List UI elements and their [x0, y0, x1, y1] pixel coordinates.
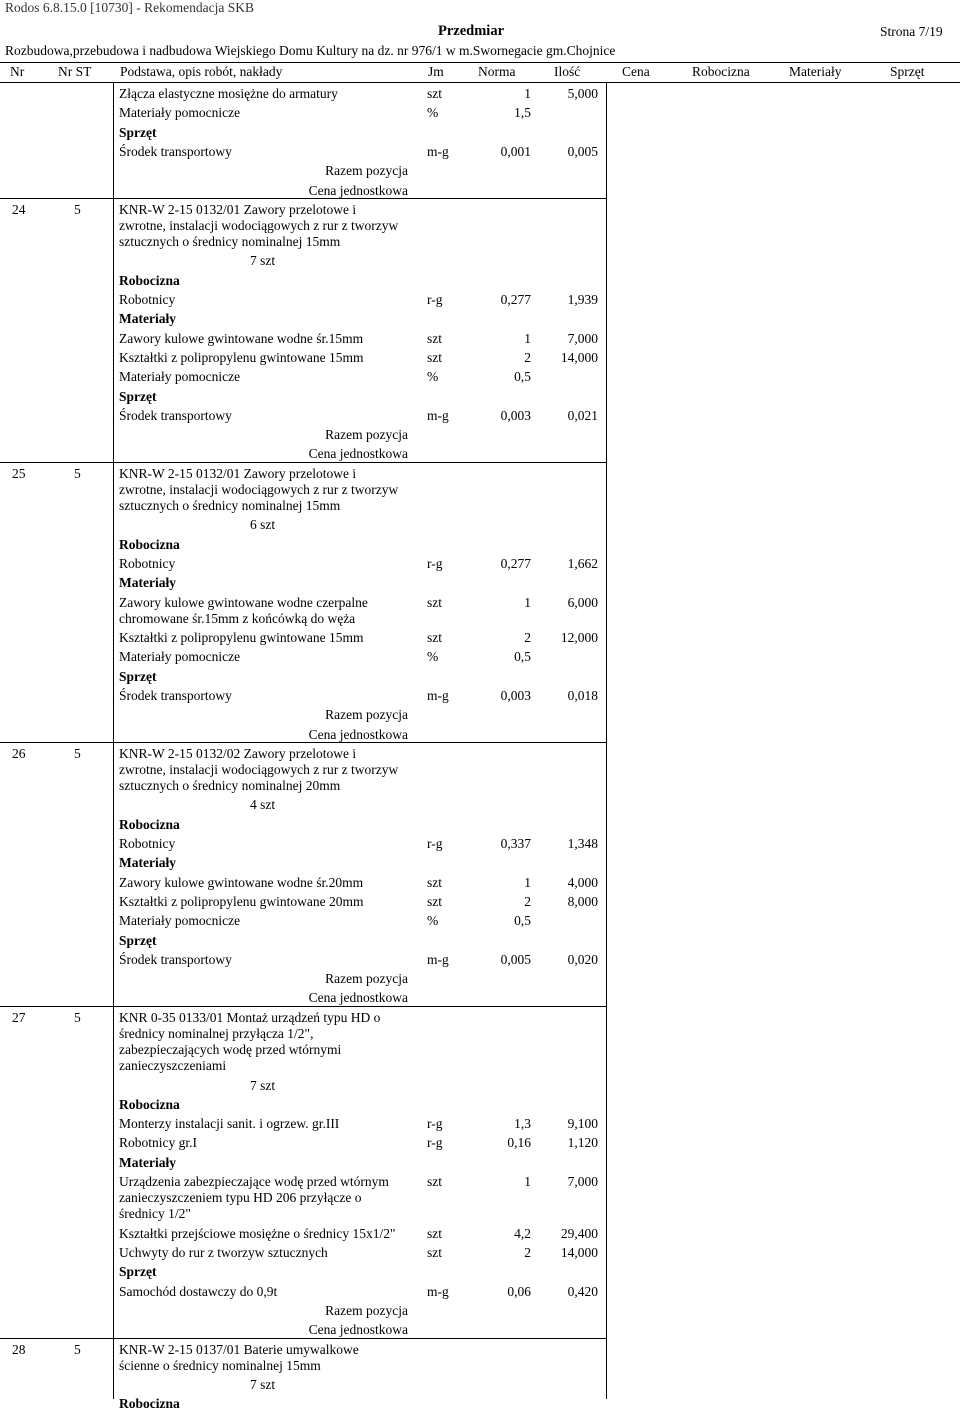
unit-cell: % [427, 105, 439, 121]
norma-cell: 0,16 [507, 1135, 531, 1151]
resource-name-line: Urządzenia zabezpieczające wodę przed wtórnym [119, 1174, 389, 1189]
unit-cell: % [427, 913, 439, 929]
quantity-cell: 1,939 [567, 292, 598, 307]
resource-name-line: Zawory kulowe gwintowane wodne czerpalne [119, 594, 368, 610]
norma-cell: 0,001 [500, 143, 531, 159]
norma-cell: 0,5 [514, 649, 531, 665]
unit-cell: szt [427, 893, 442, 909]
position-description-line: KNR-W 2-15 0137/01 Baterie umywalkowe [119, 1341, 359, 1357]
page-number: Strona 7/19 [880, 24, 943, 39]
quantity-cell: 7,000 [567, 330, 598, 346]
col-jm: Jm [428, 64, 444, 79]
unit-cell: % [427, 649, 439, 665]
norma-cell: 0,277 [500, 292, 531, 307]
position-description-line: zanieczyszczeniami [119, 1058, 227, 1074]
norma-cell: 0,005 [500, 951, 531, 967]
position-separator [0, 742, 606, 743]
position-description-line: sztucznych o średnicy nominalnej 15mm [119, 498, 341, 514]
norma-cell: 0,5 [514, 369, 531, 385]
position-description-line: KNR 0-35 0133/01 Montaż urządzeń typu HD o [119, 1009, 381, 1025]
resource-name: Środek transportowy [119, 143, 232, 159]
quantity-cell: 7,000 [567, 1174, 598, 1189]
category-label: Materiały [119, 1154, 176, 1170]
position-separator [0, 1006, 606, 1007]
summary-label: Razem pozycja [325, 971, 408, 987]
position-description-line: zwrotne, instalacji wodociągowych z rur z tworzyw [119, 481, 399, 497]
position-description-line: zwrotne, instalacji wodociągowych z rur z tworzyw [119, 218, 399, 233]
norma-cell: 4,2 [514, 1225, 531, 1241]
summary-label: Cena jednostkowa [308, 990, 408, 1006]
position-description-line: średnicy nominalnej przyłącza 1/2", [119, 1025, 314, 1041]
quantity-cell: 6,000 [567, 594, 598, 610]
category-label: Robocizna [119, 1396, 180, 1412]
position-st: 5 [74, 1009, 81, 1025]
unit-cell: m-g [427, 407, 449, 423]
norma-cell: 2 [524, 349, 531, 365]
position-description-line: sztucznych o średnicy nominalnej 20mm [119, 778, 341, 794]
resource-name: Złącza elastyczne mosiężne do armatury [119, 86, 338, 101]
norma-cell: 0,5 [514, 913, 531, 929]
summary-label: Razem pozycja [325, 163, 408, 179]
position-separator [0, 462, 606, 463]
resource-name: Materiały pomocnicze [119, 649, 241, 665]
norma-cell: 1 [524, 594, 531, 610]
summary-label: Razem pozycja [325, 1302, 408, 1318]
summary-label: Cena jednostkowa [308, 1322, 408, 1338]
norma-cell: 0,003 [500, 687, 531, 703]
norma-cell: 2 [524, 893, 531, 909]
unit-cell: szt [427, 1245, 442, 1260]
position-quantity: 7 szt [250, 1376, 276, 1392]
category-label: Materiały [119, 575, 176, 591]
resource-name: Kształtki przejściowe mosiężne o średnicy 15x1/2" [119, 1225, 396, 1241]
resource-name: Monterzy instalacji sanit. i ogrzew. gr.III [119, 1116, 340, 1132]
resource-name-line: średnicy 1/2" [119, 1206, 191, 1222]
position-quantity: 7 szt [250, 1077, 276, 1093]
resource-name: Kształtki z polipropylenu gwintowane 20mm [119, 893, 364, 909]
position-number: 27 [12, 1009, 26, 1025]
unit-cell: m-g [427, 143, 449, 159]
resource-name: Materiały pomocnicze [119, 105, 241, 121]
resource-name: Robotnicy [119, 836, 176, 851]
norma-cell: 0,06 [507, 1283, 531, 1299]
quantity-cell: 8,000 [567, 893, 598, 909]
quantity-cell: 9,100 [567, 1116, 598, 1132]
unit-cell: szt [427, 594, 442, 610]
quantity-cell: 0,021 [567, 407, 598, 423]
resource-name: Środek transportowy [119, 951, 232, 967]
document-title: Przedmiar [438, 23, 505, 39]
quantity-cell: 1,120 [567, 1135, 598, 1151]
position-number: 24 [12, 201, 26, 217]
resource-name: Samochód dostawczy do 0,9t [119, 1283, 278, 1299]
resource-name-line: zanieczyszczeniem typu HD 206 przyłącze o [119, 1190, 362, 1206]
summary-label: Cena jednostkowa [308, 446, 408, 462]
resource-name: Robotnicy [119, 292, 176, 307]
unit-cell: szt [427, 330, 442, 346]
norma-cell: 1 [524, 330, 531, 346]
position-quantity: 7 szt [250, 253, 276, 269]
resource-name: Uchwyty do rur z tworzyw sztucznych [119, 1245, 328, 1260]
category-label: Robocizna [119, 816, 180, 832]
resource-name: Materiały pomocnicze [119, 369, 241, 385]
table-vertical-rule [606, 82, 607, 1399]
category-label: Sprzęt [119, 1264, 157, 1280]
unit-cell: m-g [427, 951, 449, 967]
norma-cell: 0,277 [500, 555, 531, 571]
unit-cell: r-g [427, 836, 443, 851]
quantity-cell: 4,000 [567, 874, 598, 890]
quantity-cell: 1,348 [567, 836, 598, 851]
resource-name: Materiały pomocnicze [119, 913, 241, 929]
resource-name: Zawory kulowe gwintowane wodne śr.15mm [119, 330, 364, 346]
norma-cell: 2 [524, 630, 531, 645]
norma-cell: 1 [524, 86, 531, 101]
resource-name: Środek transportowy [119, 407, 232, 423]
quantity-cell: 12,000 [560, 630, 598, 645]
program-name: Rodos 6.8.15.0 [10730] - Rekomendacja SKB [5, 0, 254, 15]
category-label: Sprzęt [119, 388, 157, 404]
position-description-line: KNR-W 2-15 0132/01 Zawory przelotowe i [119, 465, 357, 481]
quantity-cell: 5,000 [567, 86, 598, 101]
resource-name: Środek transportowy [119, 687, 232, 703]
unit-cell: m-g [427, 687, 449, 703]
col-ilosc: Ilość [554, 64, 581, 79]
unit-cell: r-g [427, 555, 443, 571]
position-st: 5 [74, 1341, 81, 1357]
unit-cell: szt [427, 86, 442, 101]
position-number: 25 [12, 465, 26, 481]
position-quantity: 4 szt [250, 797, 276, 813]
col-description: Podstawa, opis robót, nakłady [120, 64, 283, 79]
unit-cell: r-g [427, 1116, 443, 1132]
col-robocizna: Robocizna [692, 64, 750, 79]
position-separator [0, 198, 606, 199]
quantity-cell: 0,420 [567, 1283, 598, 1299]
category-label: Robocizna [119, 1096, 180, 1112]
position-number: 26 [12, 745, 26, 761]
table-vertical-rule [113, 82, 114, 1399]
resource-name: Zawory kulowe gwintowane wodne śr.20mm [119, 874, 364, 890]
unit-cell: % [427, 369, 439, 385]
resource-name: Robotnicy gr.I [119, 1135, 197, 1151]
category-label: Robocizna [119, 272, 180, 288]
category-label: Materiały [119, 855, 176, 871]
position-description-line: sztucznych o średnicy nominalnej 15mm [119, 234, 341, 250]
resource-name: Kształtki z polipropylenu gwintowane 15mm [119, 349, 364, 365]
resource-name: Kształtki z polipropylenu gwintowane 15mm [119, 630, 364, 645]
header-bottom-rule [0, 82, 960, 83]
col-cena: Cena [622, 64, 650, 79]
category-label: Materiały [119, 311, 176, 327]
position-separator [0, 1338, 606, 1339]
norma-cell: 1,5 [514, 105, 531, 121]
norma-cell: 0,003 [500, 407, 531, 423]
header-top-rule [0, 62, 960, 63]
position-number: 28 [12, 1341, 26, 1357]
quantity-cell: 0,005 [567, 143, 598, 159]
category-label: Sprzęt [119, 932, 157, 948]
position-st: 5 [74, 201, 81, 217]
position-description-line: KNR-W 2-15 0132/01 Zawory przelotowe i [119, 201, 357, 217]
col-norma: Norma [478, 64, 516, 79]
norma-cell: 1 [524, 874, 531, 890]
col-nr-st: Nr ST [58, 64, 92, 79]
position-st: 5 [74, 465, 81, 481]
norma-cell: 1 [524, 1174, 531, 1189]
quantity-cell: 0,020 [567, 951, 598, 967]
unit-cell: szt [427, 349, 442, 365]
position-quantity: 6 szt [250, 517, 276, 533]
quantity-cell: 0,018 [567, 687, 598, 703]
summary-label: Razem pozycja [325, 707, 408, 723]
unit-cell: m-g [427, 1283, 449, 1299]
summary-label: Cena jednostkowa [308, 726, 408, 742]
summary-label: Cena jednostkowa [308, 182, 408, 198]
position-st: 5 [74, 745, 81, 761]
category-label: Sprzęt [119, 668, 157, 684]
position-description-line: ścienne o średnicy nominalnej 15mm [119, 1357, 321, 1373]
norma-cell: 0,337 [500, 836, 531, 851]
summary-label: Razem pozycja [325, 427, 408, 443]
quantity-cell: 29,400 [560, 1225, 598, 1241]
project-name: Rozbudowa,przebudowa i nadbudowa Wiejskiego Domu Kultury na dz. nr 976/1 w m.Swornegacie gm.Chojnice [5, 43, 616, 58]
quantity-cell: 14,000 [560, 1245, 598, 1260]
quantity-cell: 1,662 [567, 555, 598, 571]
unit-cell: szt [427, 630, 442, 645]
category-label: Robocizna [119, 536, 180, 552]
resource-name-line: chromowane śr.15mm z końcówką do węża [119, 610, 356, 626]
unit-cell: szt [427, 1174, 442, 1189]
unit-cell: szt [427, 874, 442, 890]
position-description-line: zabezpieczających wodę przed wtórnymi [119, 1042, 342, 1058]
category-label: Sprzęt [119, 124, 157, 140]
position-description-line: zwrotne, instalacji wodociągowych z rur z tworzyw [119, 762, 399, 777]
unit-cell: r-g [427, 292, 443, 307]
quantity-cell: 14,000 [560, 349, 598, 365]
unit-cell: szt [427, 1225, 442, 1241]
col-materialy: Materiały [789, 64, 842, 79]
resource-name: Robotnicy [119, 555, 176, 571]
col-sprzet: Sprzęt [890, 64, 925, 79]
norma-cell: 1,3 [514, 1116, 531, 1132]
norma-cell: 2 [524, 1245, 531, 1260]
position-description-line: KNR-W 2-15 0132/02 Zawory przelotowe i [119, 745, 357, 761]
col-nr: Nr [10, 64, 25, 79]
unit-cell: r-g [427, 1135, 443, 1151]
